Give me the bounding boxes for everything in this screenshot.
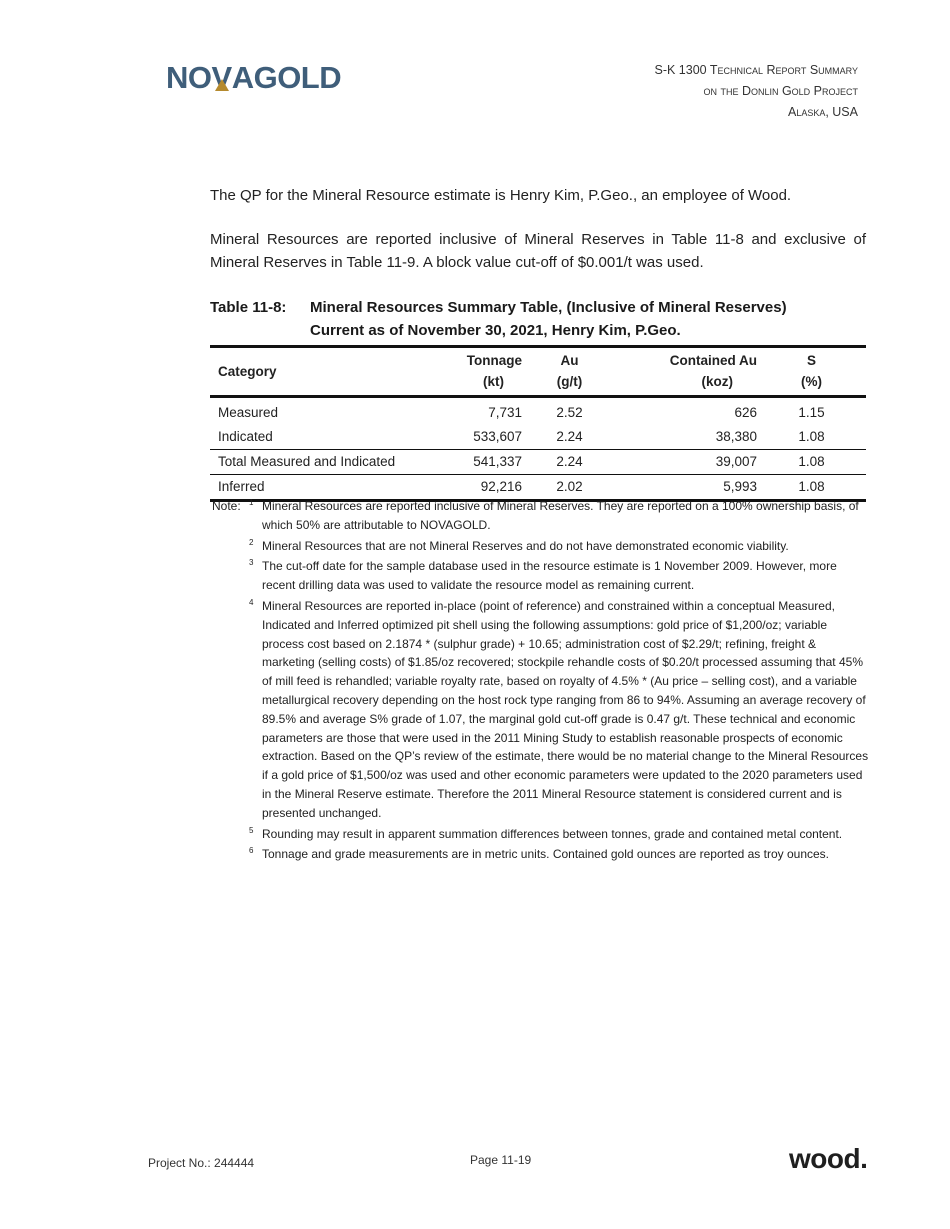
paragraph-reporting: Mineral Resources are reported inclusive of Mineral Reserves in Table 11-8 and exclusive of Mineral Reserves in Table 11-9. A block value cut-off of $0.001/t was used. [210,231,866,271]
table-notes [210,497,870,864]
cell-tonnage: 7,731 [488,405,522,420]
note-item: 4 Mineral Resources are reported in-place (point of reference) and constrained within a conceptual Measured, Indicated and Inferred optimized pit shell using the following assumptions: gold price of $1,200/oz; variable process cost based on 2.1874 * (sulphur grade) + 10.65; administration cost of $2.29/t; refining, freight & marketing (selling costs) of $1.85/oz recovered; stockpile rehandle costs of $0.20/t processed assuming that 45% of mill feed is rehandled; variable royalty rate, based on royalty of 4.5% * (Au price – selling cost), and a variable metallurgical recovery depending on the host rock type ranging from 86 to 94%. Assuming an average recovery of 89.5% and average S% grade of 1.07, the marginal gold cut-off grade is 0.47 g/t. These technical and economic parameters are those that were used in the 2011 Mining Study to establish reasonable prospects of economic extraction. Based on the QP’s review of the estimate, there would be no material change to the Mineral Resources if a gold price of $1,500/oz was used and other economic parameters were updated to the 2020 parameters used in the Mineral Reserve estimate. Therefore the 2011 Mineral Resource statement is considered current and is presented unchanged. [249,597,869,820]
table-caption [210,296,866,342]
project-number: Project No.: 244444 [148,1156,255,1170]
report-title-line: on the Donlin Gold Project [703,84,858,98]
page-number: Page 11-19 [470,1153,532,1167]
notes-label: Note: [212,499,241,513]
cell-contained-au: 39,007 [617,450,757,475]
table-header-row [210,347,866,397]
report-title-line: Alaska, USA [787,105,858,119]
table-title-line2: Current as of November 30, 2021, Henry Kim, P.Geo. [310,322,681,339]
cell-tonnage: 533,607 [473,429,522,444]
wood-logo: wood. [789,1143,868,1174]
table-row [210,425,866,450]
cell-s: 1.08 [757,475,866,501]
note-item: 1 Mineral Resources are reported inclusive of Mineral Reserves. They are reported on a 100% ownership basis, of which 50% are attributable to NOVAGOLD. [249,498,859,532]
header-tonnage: Tonnage (kt) [430,347,522,397]
table-number: Table 11-8: [210,299,287,316]
header-s: S (%) [757,347,866,397]
mineral-resources-table [210,345,866,502]
cell-contained-au: 626 [734,405,757,420]
table-row [210,397,866,426]
cell-s: 1.08 [798,429,825,444]
header-contained-au: Contained Au (koz) [617,347,757,397]
cell-au: 2.52 [556,405,583,420]
cell-au: 2.24 [556,429,583,444]
cell-tonnage: 92,216 [430,475,522,501]
header-au: Au (g/t) [522,347,617,397]
cell-category: Measured [218,405,279,420]
note-item: 3 The cut-off date for the sample database used in the resource estimate is 1 November 2009. However, more recent drilling data was used to validate the resource model as remaining current. [249,558,837,593]
table-title-line1: Mineral Resources Summary Table, (Inclusive of Mineral Reserves) [310,299,787,316]
cell-contained-au: 38,380 [715,429,757,444]
cell-au: 2.02 [522,475,617,501]
cell-category: Total Measured and Indicated [210,450,430,475]
note-item: 6 Tonnage and grade measurements are in metric units. Contained gold ounces are reported as troy ounces. [249,846,829,862]
paragraph-qp: The QP for the Mineral Resource estimate is Henry Kim, P.Geo., an employee of Wood. [210,187,792,204]
header-category: Category [210,347,430,397]
cell-contained-au: 5,993 [617,475,757,501]
cell-au: 2.24 [522,450,617,475]
cell-tonnage: 541,337 [430,450,522,475]
cell-category: Indicated [218,429,273,444]
table-row [210,450,866,475]
report-header [655,60,859,123]
cell-s: 1.08 [757,450,866,475]
cell-category: Inferred [210,475,430,501]
novagold-logo: NOVAGOLD [166,60,342,95]
note-item: 2 Mineral Resources that are not Mineral Reserves and do not have demonstrated economic viability. [249,537,789,553]
report-title-line: S-K 1300 Technical Report Summary [654,63,858,77]
cell-s: 1.15 [798,405,825,420]
note-item: 5 Rounding may result in apparent summation differences between tonnes, grade and contained metal content. [249,825,843,841]
